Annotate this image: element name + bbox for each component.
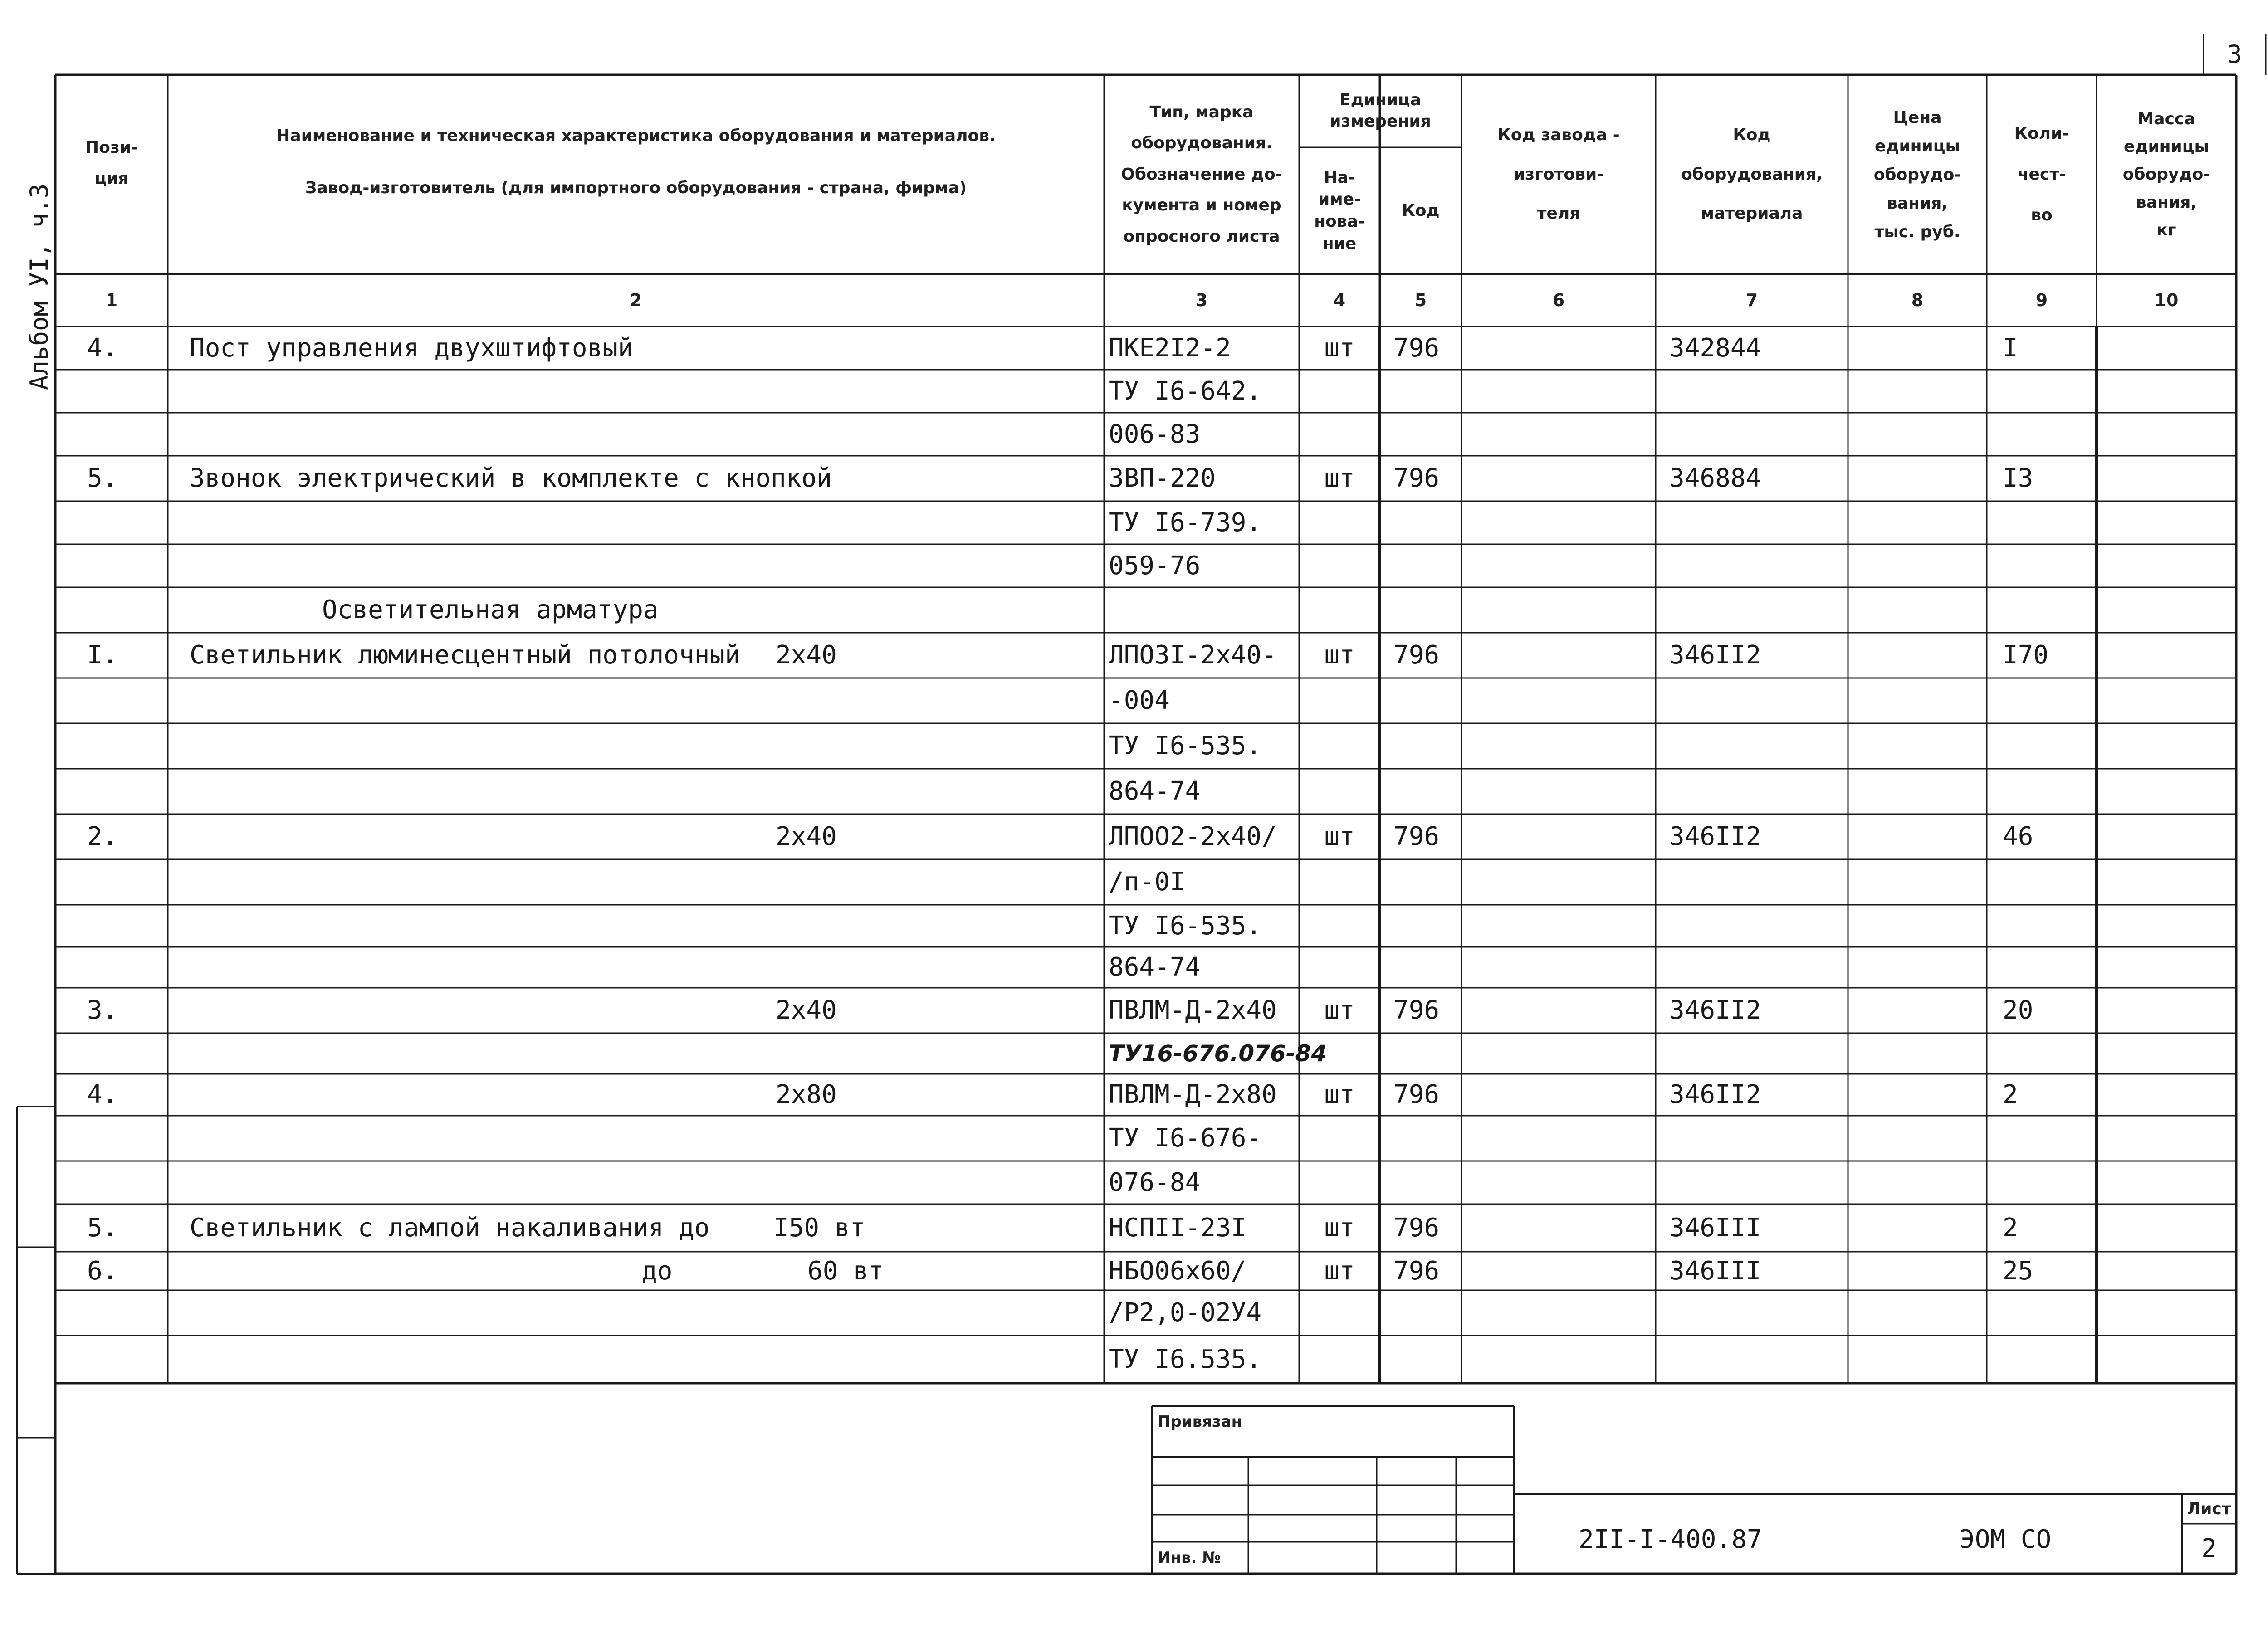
column-number-1: 1 [105, 290, 118, 310]
row-name: Осветительная арматура [322, 595, 659, 624]
header-quantity: Коли- чест- во [2014, 124, 2069, 224]
row-type: 059-76 [1109, 551, 1201, 580]
row-quantity: I70 [2003, 640, 2049, 670]
row-type: ТУ I6-535. [1109, 731, 1262, 761]
row-unit-code: 796 [1393, 1256, 1440, 1286]
header-factory-code: Код завода - изготови- теля [1497, 126, 1620, 223]
row-unit: шт [1324, 822, 1355, 851]
header-mass: Масса единицы оборудо- вания, кг [2122, 110, 2210, 239]
row-equipment-code: 346II2 [1669, 995, 1761, 1025]
row-name: Пост управления двухштифтовый [190, 333, 633, 363]
row-position: 5. [87, 1213, 118, 1243]
side-caption: Альбом УI, ч.3 [25, 183, 54, 390]
row-position: 4. [87, 1080, 118, 1109]
row-type: ТУ I6.535. [1109, 1345, 1262, 1374]
row-equipment-code: 342844 [1669, 333, 1761, 363]
row-type: ПВЛМ-Д-2х40 [1109, 995, 1277, 1025]
row-name: Звонок электрический в комплекте с кнопкой [190, 463, 832, 493]
row-position: I. [87, 640, 118, 670]
row-unit-code: 796 [1393, 463, 1440, 493]
column-number-6: 6 [1552, 290, 1565, 310]
row-size: 2х40 [776, 640, 837, 670]
row-unit-code: 796 [1393, 1213, 1440, 1243]
row-unit: шт [1324, 463, 1355, 493]
column-number-8: 8 [1911, 290, 1924, 310]
row-type: НБО06х60/ [1109, 1256, 1246, 1286]
row-size: 2х40 [776, 822, 837, 851]
header-equipment-code: Код оборудования, материала [1681, 126, 1823, 223]
header-unit-name: На- име- нова- ние [1314, 168, 1365, 253]
column-number-4: 4 [1333, 290, 1346, 310]
stamp-bound-label: Привязан [1158, 1413, 1242, 1431]
row-unit: шт [1324, 640, 1355, 670]
row-type: ТУ I6-676- [1109, 1123, 1262, 1153]
row-type: ПКЕ2I2-2 [1109, 333, 1231, 363]
row-position: 6. [87, 1256, 118, 1286]
row-unit-code: 796 [1393, 995, 1440, 1025]
row-unit: шт [1324, 1256, 1355, 1286]
section-code: ЭОМ СО [1960, 1525, 2052, 1554]
row-position: 3. [87, 995, 118, 1025]
header-price: Цена единицы оборудо- вания, тыс. руб. [1873, 108, 1961, 241]
row-quantity: 2 [2003, 1213, 2018, 1243]
row-equipment-code: 346II2 [1669, 1080, 1761, 1109]
row-unit-code: 796 [1393, 1080, 1440, 1109]
row-quantity: 2 [2003, 1080, 2018, 1109]
row-unit-code: 796 [1393, 640, 1440, 670]
row-unit: шт [1324, 995, 1355, 1025]
sheet-number: 2 [2201, 1534, 2217, 1563]
row-type: НСПII-23I [1109, 1213, 1246, 1243]
row-type: ЛПОО2-2х40/ [1109, 822, 1277, 851]
corner-sheet-number: 3 [2227, 40, 2242, 68]
row-equipment-code: 346884 [1669, 463, 1761, 493]
row-size: 2х40 [776, 995, 837, 1025]
row-quantity: 25 [2003, 1256, 2033, 1286]
row-equipment-code: 346II2 [1669, 822, 1761, 851]
row-unit: шт [1324, 1213, 1355, 1243]
row-unit-code: 796 [1393, 333, 1440, 363]
row-quantity: I [2003, 333, 2018, 363]
row-size: 60 вт [807, 1256, 884, 1286]
header-unit-group: Единица измерения [1330, 91, 1431, 131]
row-type: ТУ16-676.076-84 [1109, 1040, 1327, 1067]
row-position: 4. [87, 333, 118, 363]
row-quantity: 20 [2003, 995, 2033, 1025]
column-number-2: 2 [630, 290, 642, 310]
header-position: Пози- ция [85, 138, 138, 188]
row-quantity: I3 [2003, 463, 2033, 493]
column-number-7: 7 [1745, 290, 1758, 310]
row-unit-code: 796 [1393, 822, 1440, 851]
row-position: 2. [87, 822, 118, 851]
stamp-inv-label: Инв. № [1158, 1549, 1221, 1567]
row-type: /Р2,0-02У4 [1109, 1298, 1262, 1327]
header-type: Тип, марка оборудования. Обозначение до- кумента и номер опросного листа [1121, 103, 1282, 246]
row-name: Светильник с лампой накаливания до [190, 1213, 710, 1243]
row-type: ТУ I6-642. [1109, 376, 1262, 406]
row-equipment-code: 346III [1669, 1256, 1761, 1286]
header-name-line1: Наименование и техническая характеристика оборудования и материалов. [276, 127, 996, 145]
row-type: ЗВП-220 [1109, 463, 1216, 493]
row-type: ЛПО3I-2х40- [1109, 640, 1277, 670]
header-name-line2: Завод-изготовитель (для импортного оборудования - страна, фирма) [305, 179, 967, 197]
row-type: ТУ I6-739. [1109, 508, 1262, 537]
row-equipment-code: 346III [1669, 1213, 1761, 1243]
column-number-5: 5 [1414, 290, 1427, 310]
row-type: 006-83 [1109, 419, 1201, 449]
column-number-3: 3 [1195, 290, 1208, 310]
row-unit: шт [1324, 1080, 1355, 1109]
row-type: -004 [1109, 686, 1170, 715]
row-equipment-code: 346II2 [1669, 640, 1761, 670]
header-unit-code: Код [1402, 201, 1440, 220]
column-number-10: 10 [2154, 290, 2179, 310]
row-name: до [642, 1256, 673, 1286]
row-type: ТУ I6-535. [1109, 911, 1262, 941]
row-quantity: 46 [2003, 822, 2033, 851]
row-size: I50 вт [773, 1213, 865, 1243]
row-position: 5. [87, 463, 118, 493]
row-type: /п-0I [1109, 867, 1185, 897]
row-size: 2х80 [776, 1080, 837, 1109]
row-type: ПВЛМ-Д-2х80 [1109, 1080, 1277, 1109]
sheet-label: Лист [2187, 1500, 2231, 1518]
row-unit: шт [1324, 333, 1355, 363]
row-type: 864-74 [1109, 952, 1201, 982]
row-type: 076-84 [1109, 1168, 1201, 1197]
row-name: Светильник люминесцентный потолочный [190, 640, 740, 670]
document-code: 2II-I-400.87 [1579, 1525, 1762, 1554]
column-number-9: 9 [2035, 290, 2048, 310]
row-type: 864-74 [1109, 776, 1201, 806]
